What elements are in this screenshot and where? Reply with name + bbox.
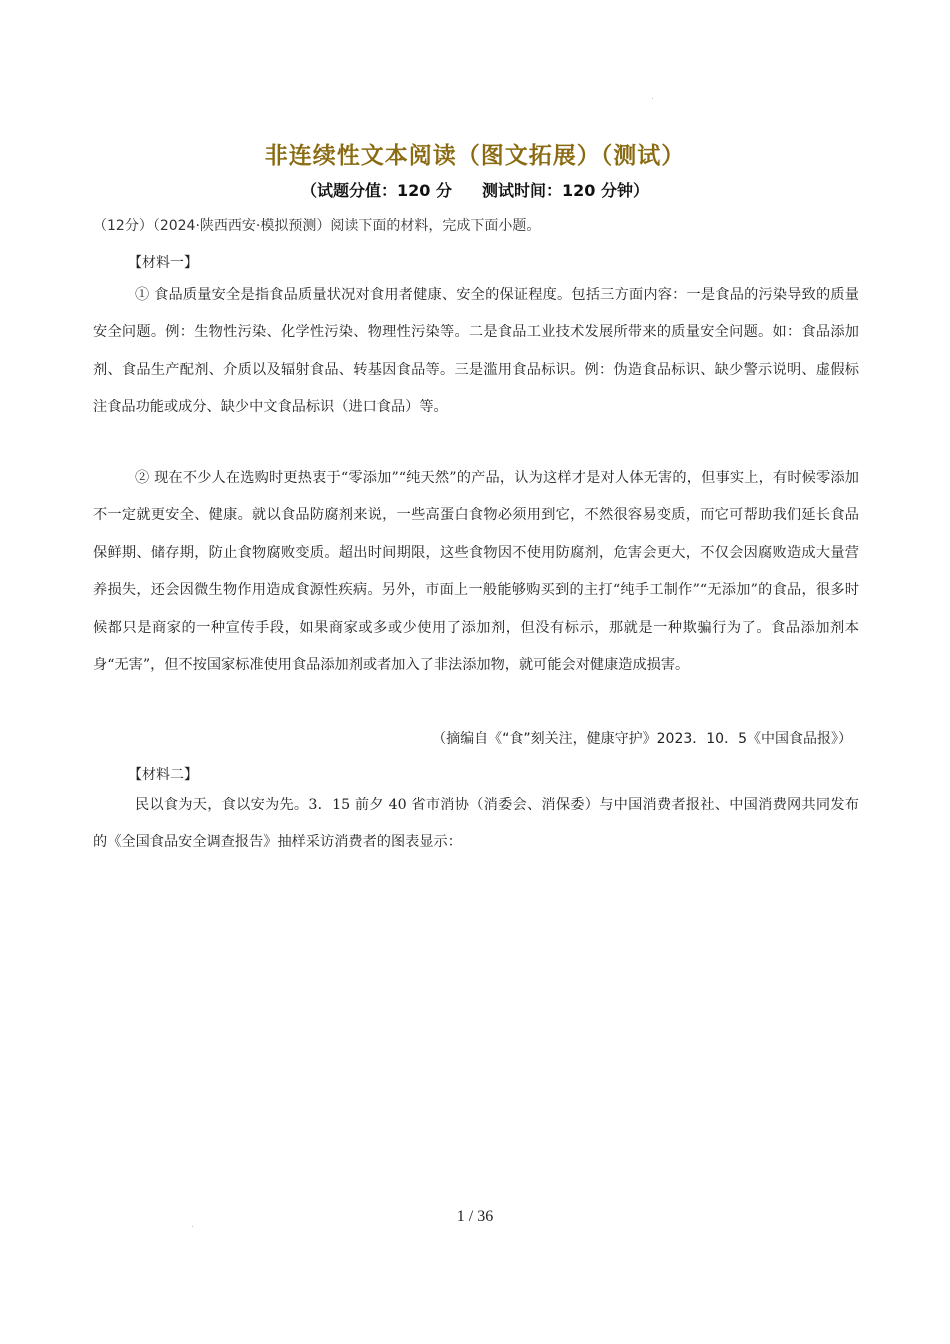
test-info [0,178,950,201]
score-label: （试题分值：120 分 [301,181,452,200]
material-two-paragraph: 民以食为天，食以安为先。3．15 前夕 40 省市消协（消委会、消保委）与中国消费者报社、中国消费网共同发布的《全国食品安全调查报告》抽样采访消费者的图表显示： [93,797,859,851]
scan-speck [192,1226,193,1227]
question-intro: （12分）（2024·陕西西安·模拟预测）阅读下面的材料，完成下面小题。 [93,218,541,234]
page-number: 1 / 36 [456,1208,494,1225]
material-one-label: 【材料一】 [128,255,198,271]
scan-speck [652,98,653,99]
material-one-paragraph-1: ① 食品质量安全是指食品质量状况对食用者健康、安全的保证程度。包括三方面内容：一是食品的污染导致的质量安全问题。例：生物性污染、化学性污染、物理性污染等。二是食品工业技术发展所带来的质量安全问题。如：食品添加剂、食品生产配剂、介质以及辐射食品、转基因食品等。三是滥用食品标识。例：伪造食品标识、缺少警示说明、虚假标注食品功能或成分、缺少中文食品标识（进口食品）等。 [93,287,859,416]
material-one-paragraph-2: ② 现在不少人在选购时更热衷于“零添加”“纯天然”的产品，认为这样才是对人体无害的，但事实上，有时候零添加不一定就更安全、健康。就以食品防腐剂来说，一些高蛋白食物必须用到它，不然很容易变质，而它可帮助我们延长食品保鲜期、储存期，防止食物腐败变质。超出时间期限，这些食物因不使用防腐剂，危害会更大，不仅会因腐败造成大量营养损失，还会因微生物作用造成食源性疾病。另外，市面上一般能够购买到的主打“纯手工制作”“无添加”的食品，很多时候都只是商家的一种宣传手段，如果商家或多或少使用了添加剂，但没有标示，那就是一种欺骗行为了。食品添加剂本身“无害”，但不按国家标准使用食品添加剂或者加入了非法添加物，就可能会对健康造成损害。 [93,470,859,674]
time-label: 测试时间：120 分钟） [482,181,649,200]
material-one-source: （摘编自《“食”刻关注，健康守护》2023．10．5《中国食品报》） [432,731,852,747]
page-title: 非连续性文本阅读（图文拓展）（测试） [264,143,686,169]
material-two-label: 【材料二】 [128,767,198,783]
